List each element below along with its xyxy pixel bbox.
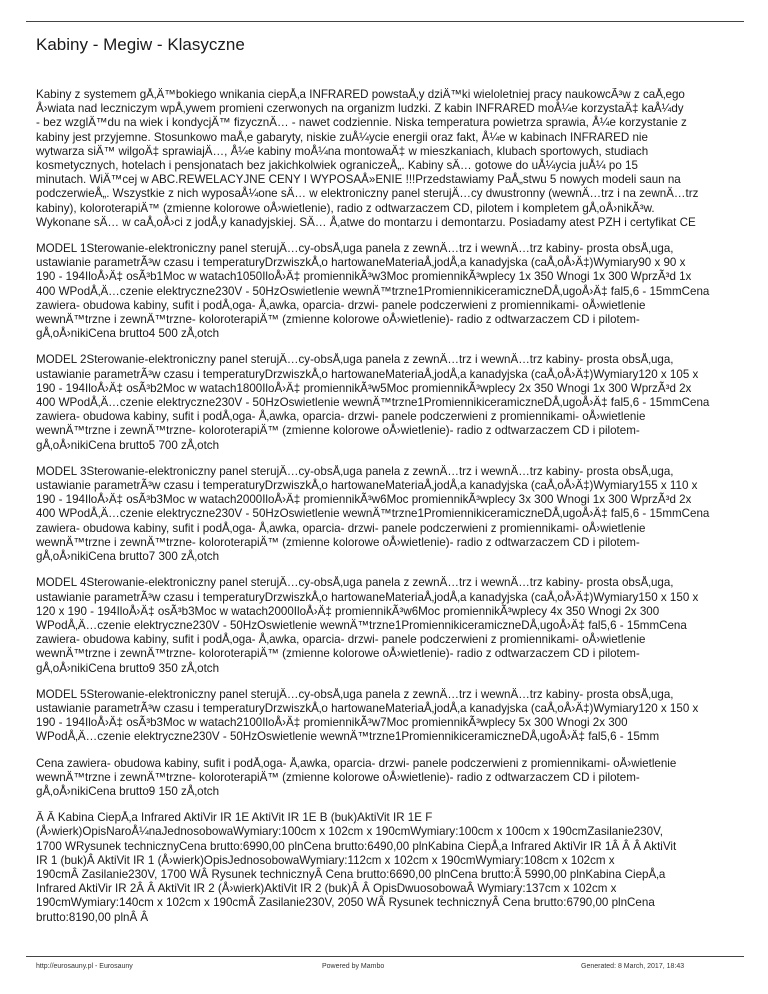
text-line: ustawianie parametrÃ³w czasu i temperaturyDrzwiszkÅ‚o hartowaneMateriaÅ‚jodÅ‚a kanadyjska (caÅ‚oÅ›Ä‡)Wymiary120 x 150 x	[36, 701, 699, 715]
text-line: Cena zawiera- obudowa kabiny, sufit i podÅ‚oga- Å‚awka, oparcia- drzwi- panele podczerwieni z promiennikami- oÅ›wietlenie	[36, 756, 677, 770]
footer-url: http://eurosauny.pl - Eurosauny	[36, 963, 133, 970]
text-line: gÅ‚oÅ›nikiCena brutto9 150 zÅ‚otch	[36, 784, 220, 798]
text-line: wewnÄ™trzne i zewnÄ™trzne- koloroterapiÄ™ (zmienne kolorowe oÅ›wietlenie)- radio z odtwarzaczem CD i pilotem-	[36, 424, 640, 438]
text-line: WPodÅ‚Ä…czenie elektryczne230V - 50HzOswietlenie wewnÄ™trzne1PromiennikiceramiczneDÅ‚ugoÅ›Ä‡ fal5,6 - 15mmCena	[36, 618, 687, 632]
text-line: Å›wiata nad leczniczym wpÅ‚ywem promieni czerwonych na organizm ludzki. Z kabin INFRARED moÅ¼e korzystaÄ‡ kaÅ¼dy	[36, 102, 684, 116]
text-line: 190 - 194IloÅ›Ä‡ osÃ³b1Moc w watach1050IloÅ›Ä‡ promiennikÃ³w3Moc promiennikÃ³wplecy 1x 350 Wnogi 1x 300 WprzÃ³d 1x	[36, 270, 692, 284]
text-line: ustawianie parametrÃ³w czasu i temperaturyDrzwiszkÅ‚o hartowaneMateriaÅ‚jodÅ‚a kanadyjska (caÅ‚oÅ›Ä‡)Wymiary150 x 150 x	[36, 590, 699, 604]
top-rule	[26, 21, 744, 22]
text-line: 400 WPodÅ‚Ä…czenie elektryczne230V - 50HzOswietlenie wewnÄ™trzne1PromiennikiceramiczneDÅ‚ugoÅ›Ä‡ fal5,6 - 15mmCena	[36, 507, 710, 521]
text-line: Kabiny z systemem gÅ‚Ä™bokiego wnikania ciepÅ‚a INFRARED powstaÅ‚y dziÄ™ki wieloletniej pracy naukowcÃ³w z caÅ‚ego	[36, 88, 685, 101]
page-title: Kabiny - Megiw - Klasyczne	[36, 35, 245, 54]
text-line: gÅ‚oÅ›nikiCena brutto9 350 zÅ‚otch	[36, 661, 220, 675]
text-line: WPodÅ‚Ä…czenie elektryczne230V - 50HzOswietlenie wewnÄ™trzne1PromiennikiceramiczneDÅ‚ugoÅ›Ä‡ fal5,6 - 15mm	[36, 730, 660, 744]
text-line: MODEL 5Sterowanie-elektroniczny panel sterujÄ…cy-obsÅ‚uga panela z zewnÄ…trz i wewnÄ…trz kabiny- prosta obsÅ‚uga,	[36, 687, 674, 701]
text-line: Infrared AktiVir IR 2Â Â AktiVit IR 2 (Å›wierk)AktiVit IR 2 (buk)Â Â OpisDwuosobowaÂ Wymiary:137cm x 102cm x	[36, 882, 617, 896]
text-line: kabiny jest przyjemne. Stosunkowo maÅ‚e gabaryty, niskie zuÅ¼ycie energii oraz fakt, Å¼e w kabinach INFRARED nie	[36, 130, 648, 144]
text-line: (Å›wierk)OpisNaroÅ¼naJednosobowaWymiary:100cm x 102cm x 190cmWymiary:100cm x 100cm x 190cmZasilanie230V,	[36, 825, 663, 839]
aktivit-paragraph	[36, 811, 768, 925]
text-line: 1700 WRysunek technicznyCena brutto:6990,00 plnCena brutto:6490,00 plnKabina CiepÅ‚a Infrared AktiVir IR 1Â Â Â AktiVit	[36, 839, 677, 853]
text-line: Â Â Kabina CiepÅ‚a Infrared AktiVir IR 1E AktiVit IR 1E B (buk)AktiVit IR 1E F	[36, 811, 433, 825]
text-line: wytwarza siÄ™ wilgoÄ‡ sprawiajÄ…, Å¼e kabiny moÅ¼na montowaÄ‡ w mieszkaniach, klubach sportowych, studiach	[36, 144, 649, 158]
text-line: MODEL 2Sterowanie-elektroniczny panel sterujÄ…cy-obsÅ‚uga panela z zewnÄ…trz i wewnÄ…trz kabiny- prosta obsÅ‚uga,	[36, 353, 674, 367]
text-line: Wykonane sÄ… w caÅ‚oÅ›ci z jodÅ‚y kanadyjskiej. SÄ… Å‚atwe do montarzu i demontarzu. Posiadamy atest PZH i certyfikat CE	[36, 215, 696, 229]
text-line: kosmetycznych, hotelach i pensjonatach bez jakichkolwiek ograniczeÅ„. Kabiny sÄ… gotowe do uÅ¼ycia juÅ¼ po 15	[36, 159, 638, 173]
text-line: wewnÄ™trzne i zewnÄ™trzne- koloroterapiÄ™ (zmienne kolorowe oÅ›wietlenie)- radio z odtwarzaczem CD i pilotem-	[36, 535, 640, 549]
text-line: brutto:8190,00 plnÂ Â	[36, 910, 149, 924]
text-line: - bez wzglÄ™du na wiek i kondycjÄ™ fizycznÄ… - nawet codziennie. Niska temperatura powietrza sprawia, Å¼e korzystanie z	[36, 116, 687, 130]
article-body	[36, 88, 768, 925]
text-line: zawiera- obudowa kabiny, sufit i podÅ‚oga- Å‚awka, oparcia- drzwi- panele podczerwieni z promiennikami- oÅ›wietlenie	[36, 521, 646, 535]
text-line: 190 - 194IloÅ›Ä‡ osÃ³b3Moc w watach2000IloÅ›Ä‡ promiennikÃ³w6Moc promiennikÃ³wplecy 3x 300 Wnogi 1x 300 WprzÃ³d 2x	[36, 493, 692, 507]
text-line: 400 WPodÅ‚Ä…czenie elektryczne230V - 50HzOswietlenie wewnÄ™trzne1PromiennikiceramiczneDÅ‚ugoÅ›Ä‡ fal5,6 - 15mmCena	[36, 284, 710, 298]
text-line: gÅ‚oÅ›nikiCena brutto5 700 zÅ‚otch	[36, 438, 220, 452]
text-line: wewnÄ™trzne i zewnÄ™trzne- koloroterapiÄ™ (zmienne kolorowe oÅ›wietlenie)- radio z odtwarzaczem CD i pilotem-	[36, 770, 640, 784]
text-line: zawiera- obudowa kabiny, sufit i podÅ‚oga- Å‚awka, oparcia- drzwi- panele podczerwieni z promiennikami- oÅ›wietlenie	[36, 298, 646, 312]
text-line: 120 x 190 - 194IloÅ›Ä‡ osÃ³b3Moc w watach2000IloÅ›Ä‡ promiennikÃ³w6Moc promiennikÃ³wplecy 4x 350 Wnogi 2x 300	[36, 604, 660, 618]
footer-powered-by: Powered by Mambo	[322, 963, 385, 970]
text-line: ustawianie parametrÃ³w czasu i temperaturyDrzwiszkÅ‚o hartowaneMateriaÅ‚jodÅ‚a kanadyjska (caÅ‚oÅ›Ä‡)Wymiary155 x 110 x	[36, 479, 698, 493]
text-line: wewnÄ™trzne i zewnÄ™trzne- koloroterapiÄ™ (zmienne kolorowe oÅ›wietlenie)- radio z odtwarzaczem CD i pilotem-	[36, 313, 640, 327]
model-5-price-paragraph	[36, 757, 768, 800]
text-line: MODEL 1Sterowanie-elektroniczny panel sterujÄ…cy-obsÅ‚uga panela z zewnÄ…trz i wewnÄ…trz kabiny- prosta obsÅ‚uga,	[36, 242, 674, 256]
model-5-paragraph	[36, 688, 768, 745]
text-line: IR 1 (buk)Â AktiVit IR 1 (Å›wierk)OpisJednosobowaWymiary:112cm x 102cm x 190cmWymiary:108cm x 102cm x	[36, 853, 615, 867]
text-line: ustawianie parametrÃ³w czasu i temperaturyDrzwiszkÅ‚o hartowaneMateriaÅ‚jodÅ‚a kanadyjska (caÅ‚oÅ›Ä‡)Wymiary90 x 90 x	[36, 256, 686, 270]
text-line: 400 WPodÅ‚Ä…czenie elektryczne230V - 50HzOswietlenie wewnÄ™trzne1PromiennikiceramiczneDÅ‚ugoÅ›Ä‡ fal5,6 - 15mmCena	[36, 396, 710, 410]
text-line: 190cmWymiary:140cm x 102cm x 190cmÂ Zasilanie230V, 2050 WÂ Rysunek technicznyÂ Cena brutto:6790,00 plnCena	[36, 896, 655, 910]
model-4-paragraph	[36, 576, 768, 675]
text-line: zawiera- obudowa kabiny, sufit i podÅ‚oga- Å‚awka, oparcia- drzwi- panele podczerwieni z promiennikami- oÅ›wietlenie	[36, 410, 646, 424]
footer-generated-date: Generated: 8 March, 2017, 18:43	[581, 963, 685, 970]
text-line: gÅ‚oÅ›nikiCena brutto7 300 zÅ‚otch	[36, 550, 220, 564]
text-line: ustawianie parametrÃ³w czasu i temperaturyDrzwiszkÅ‚o hartowaneMateriaÅ‚jodÅ‚a kanadyjska (caÅ‚oÅ›Ä‡)Wymiary120 x 105 x	[36, 367, 699, 381]
text-line: 190 - 194IloÅ›Ä‡ osÃ³b2Moc w watach1800IloÅ›Ä‡ promiennikÃ³w5Moc promiennikÃ³wplecy 2x 350 Wnogi 1x 300 WprzÃ³d 2x	[36, 381, 692, 395]
text-line: MODEL 3Sterowanie-elektroniczny panel sterujÄ…cy-obsÅ‚uga panela z zewnÄ…trz i wewnÄ…trz kabiny- prosta obsÅ‚uga,	[36, 464, 674, 478]
text-line: 190cmÂ Zasilanie230V, 1700 WÂ Rysunek technicznyÂ Cena brutto:6690,00 plnCena brutto:Â 5990,00 plnKabina CiepÅ‚a	[36, 867, 666, 881]
text-line: MODEL 4Sterowanie-elektroniczny panel sterujÄ…cy-obsÅ‚uga panela z zewnÄ…trz i wewnÄ…trz kabiny- prosta obsÅ‚uga,	[36, 576, 674, 590]
intro-paragraph	[36, 88, 768, 230]
text-line: 190 - 194IloÅ›Ä‡ osÃ³b3Moc w watach2100IloÅ›Ä‡ promiennikÃ³w7Moc promiennikÃ³wplecy 5x 300 Wnogi 2x 300	[36, 716, 628, 730]
model-3-paragraph	[36, 465, 768, 564]
text-line: podczerwieÅ„. Wszystkie z nich wyposaÅ¼one sÄ… w elektroniczny panel sterujÄ…cy dwustronny (wewnÄ…trz i na zewnÄ…trz	[36, 187, 699, 201]
text-line: gÅ‚oÅ›nikiCena brutto4 500 zÅ‚otch	[36, 327, 220, 341]
model-2-paragraph	[36, 353, 768, 452]
model-1-paragraph	[36, 242, 768, 341]
text-line: wewnÄ™trzne i zewnÄ™trzne- koloroterapiÄ™ (zmienne kolorowe oÅ›wietlenie)- radio z odtwarzaczem CD i pilotem-	[36, 647, 640, 661]
text-line: minutach. WiÄ™cej w ABC.REWELACYJNE CENY I WYPOSAÅ»ENIE !!!Przedstawiamy PaÅ„stwu 5 nowych modeli saun na	[36, 173, 681, 187]
text-line: zawiera- obudowa kabiny, sufit i podÅ‚oga- Å‚awka, oparcia- drzwi- panele podczerwieni z promiennikami- oÅ›wietlenie	[36, 633, 646, 647]
footer-rule	[26, 956, 744, 957]
text-line: kabiny), koloroterapiÄ™ (zmienne kolorowe oÅ›wietlenie), radio z odtwarzaczem CD, pilotem i kompletem gÅ‚oÅ›nikÃ³w.	[36, 201, 655, 215]
